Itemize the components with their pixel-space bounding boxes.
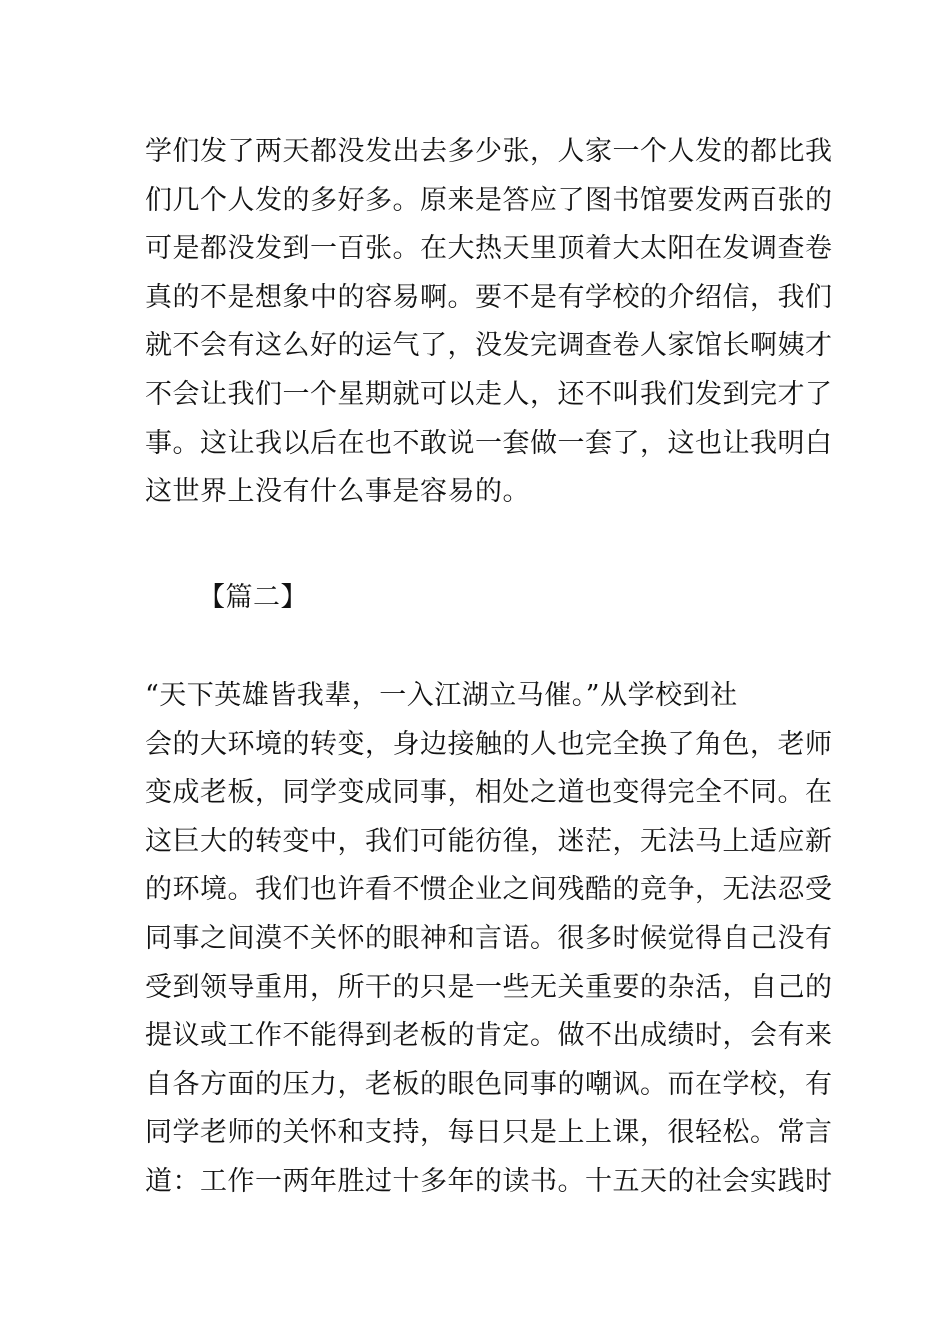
text-line: 真的不是想象中的容易啊。要不是有学校的介绍信，我们 [145, 281, 833, 313]
text-line: 会的大环境的转变，身边接触的人也完全换了角色，老师 [145, 728, 833, 760]
text-line: 道：工作一两年胜过十多年的读书。十五天的社会实践时 [145, 1165, 833, 1197]
text-line: 受到领导重用，所干的只是一些无关重要的杂活，自己的 [145, 971, 833, 1003]
text-line: 们几个人发的多好多。原来是答应了图书馆要发两百张的 [145, 184, 833, 216]
text-line: 事。这让我以后在也不敢说一套做一套了，这也让我明白 [145, 427, 833, 459]
text-line: 这世界上没有什么事是容易的。 [145, 476, 530, 508]
text-line: 学们发了两天都没发出去多少张，人家一个人发的都比我 [145, 136, 833, 167]
text-line: 不会让我们一个星期就可以走人，还不叫我们发到完才了 [145, 378, 833, 410]
text-line: 自各方面的压力，老板的眼色同事的嘲讽。而在学校，有 [145, 1068, 833, 1100]
text-line: 这巨大的转变中，我们可能彷徨，迷茫，无法马上适应新 [145, 825, 833, 857]
text-line: 就不会有这么好的运气了，没发完调查卷人家馆长啊姨才 [145, 330, 833, 362]
paragraph-section-two [145, 672, 833, 1207]
text-line: 的环境。我们也许看不惯企业之间残酷的竞争，无法忍受 [145, 874, 833, 906]
text-line: 可是都没发到一百张。在大热天里顶着大太阳在发调查卷 [145, 233, 833, 265]
text-line: 同事之间漠不关怀的眼神和言语。很多时候觉得自己没有 [145, 922, 833, 954]
text-line: “天下英雄皆我辈，一入江湖立马催。”从学校到社 [145, 680, 738, 711]
paragraph-continued [145, 128, 833, 517]
text-line: 同学老师的关怀和支持，每日只是上上课，很轻松。常言 [145, 1117, 833, 1149]
section-heading: 【篇二】 [198, 582, 308, 613]
text-line: 变成老板，同学变成同事，相处之道也变得完全不同。在 [145, 777, 833, 809]
text-line: 提议或工作不能得到老板的肯定。做不出成绩时，会有来 [145, 1020, 833, 1052]
